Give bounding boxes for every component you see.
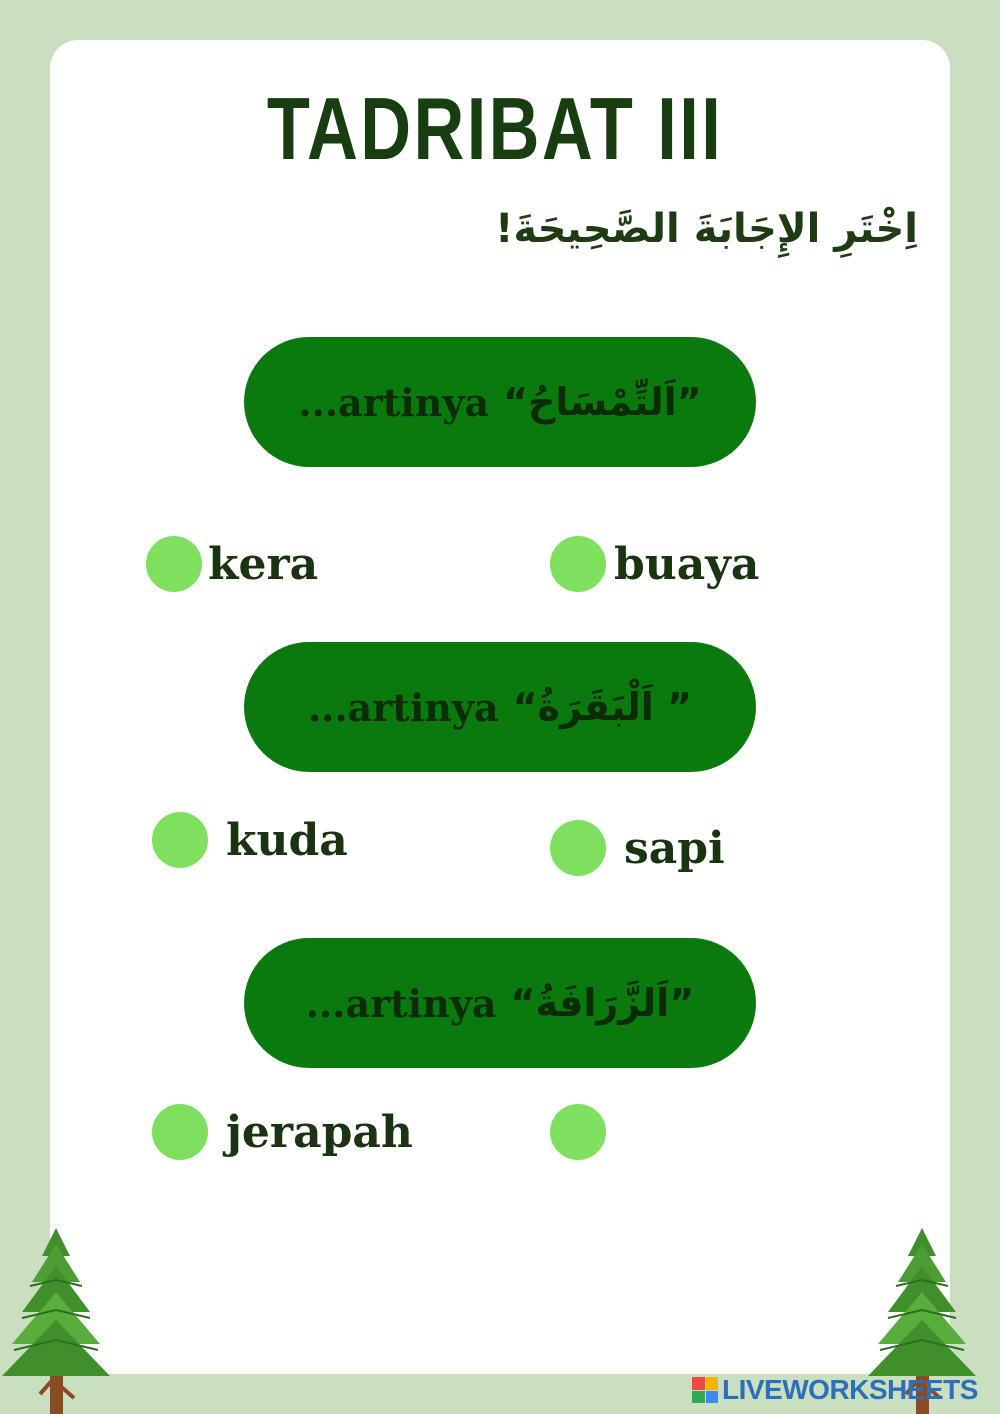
question-1-pill <box>244 337 756 467</box>
question-2-option-1[interactable] <box>152 812 348 868</box>
question-2-arabic: “اَلْبَقَرَةُ ” <box>512 685 693 729</box>
liveworksheets-logo-icon <box>692 1377 718 1403</box>
instruction-text: اِخْتَرِ الإِجَابَةَ الصَّحِيحَةَ! <box>495 206 918 252</box>
question-3-arabic: “اَلزَّرَافَةُ” <box>510 981 695 1025</box>
radio-dot[interactable] <box>152 812 208 868</box>
question-3-pill <box>244 938 756 1068</box>
option-label: sapi <box>624 822 725 874</box>
option-label: buaya <box>614 538 760 590</box>
question-3-latin: ...artinya <box>305 980 497 1026</box>
radio-dot[interactable] <box>550 820 606 876</box>
brand-text: LIVEWORKSHEETS <box>722 1374 978 1405</box>
radio-dot[interactable] <box>152 1104 208 1160</box>
question-2-option-2[interactable] <box>550 820 725 876</box>
question-2-pill <box>244 642 756 772</box>
radio-dot[interactable] <box>550 536 606 592</box>
radio-dot[interactable] <box>146 536 202 592</box>
question-1-option-1[interactable] <box>146 536 318 592</box>
question-1-latin: ...artinya <box>298 379 490 425</box>
question-3-option-2[interactable] <box>550 1104 624 1160</box>
question-2-latin: ...artinya <box>307 684 499 730</box>
option-label: kera <box>208 538 319 590</box>
question-3-option-1[interactable] <box>152 1104 413 1160</box>
pine-tree-icon <box>0 1226 112 1414</box>
option-label: jerapah <box>226 1106 413 1158</box>
page-title: TADRIBAT III <box>266 79 724 178</box>
question-1-arabic: “اَلتِّمْسَاحُ” <box>503 380 702 424</box>
question-1-option-2[interactable] <box>550 536 759 592</box>
option-label: kuda <box>226 814 348 866</box>
radio-dot[interactable] <box>550 1104 606 1160</box>
liveworksheets-logo[interactable] <box>692 1372 978 1408</box>
